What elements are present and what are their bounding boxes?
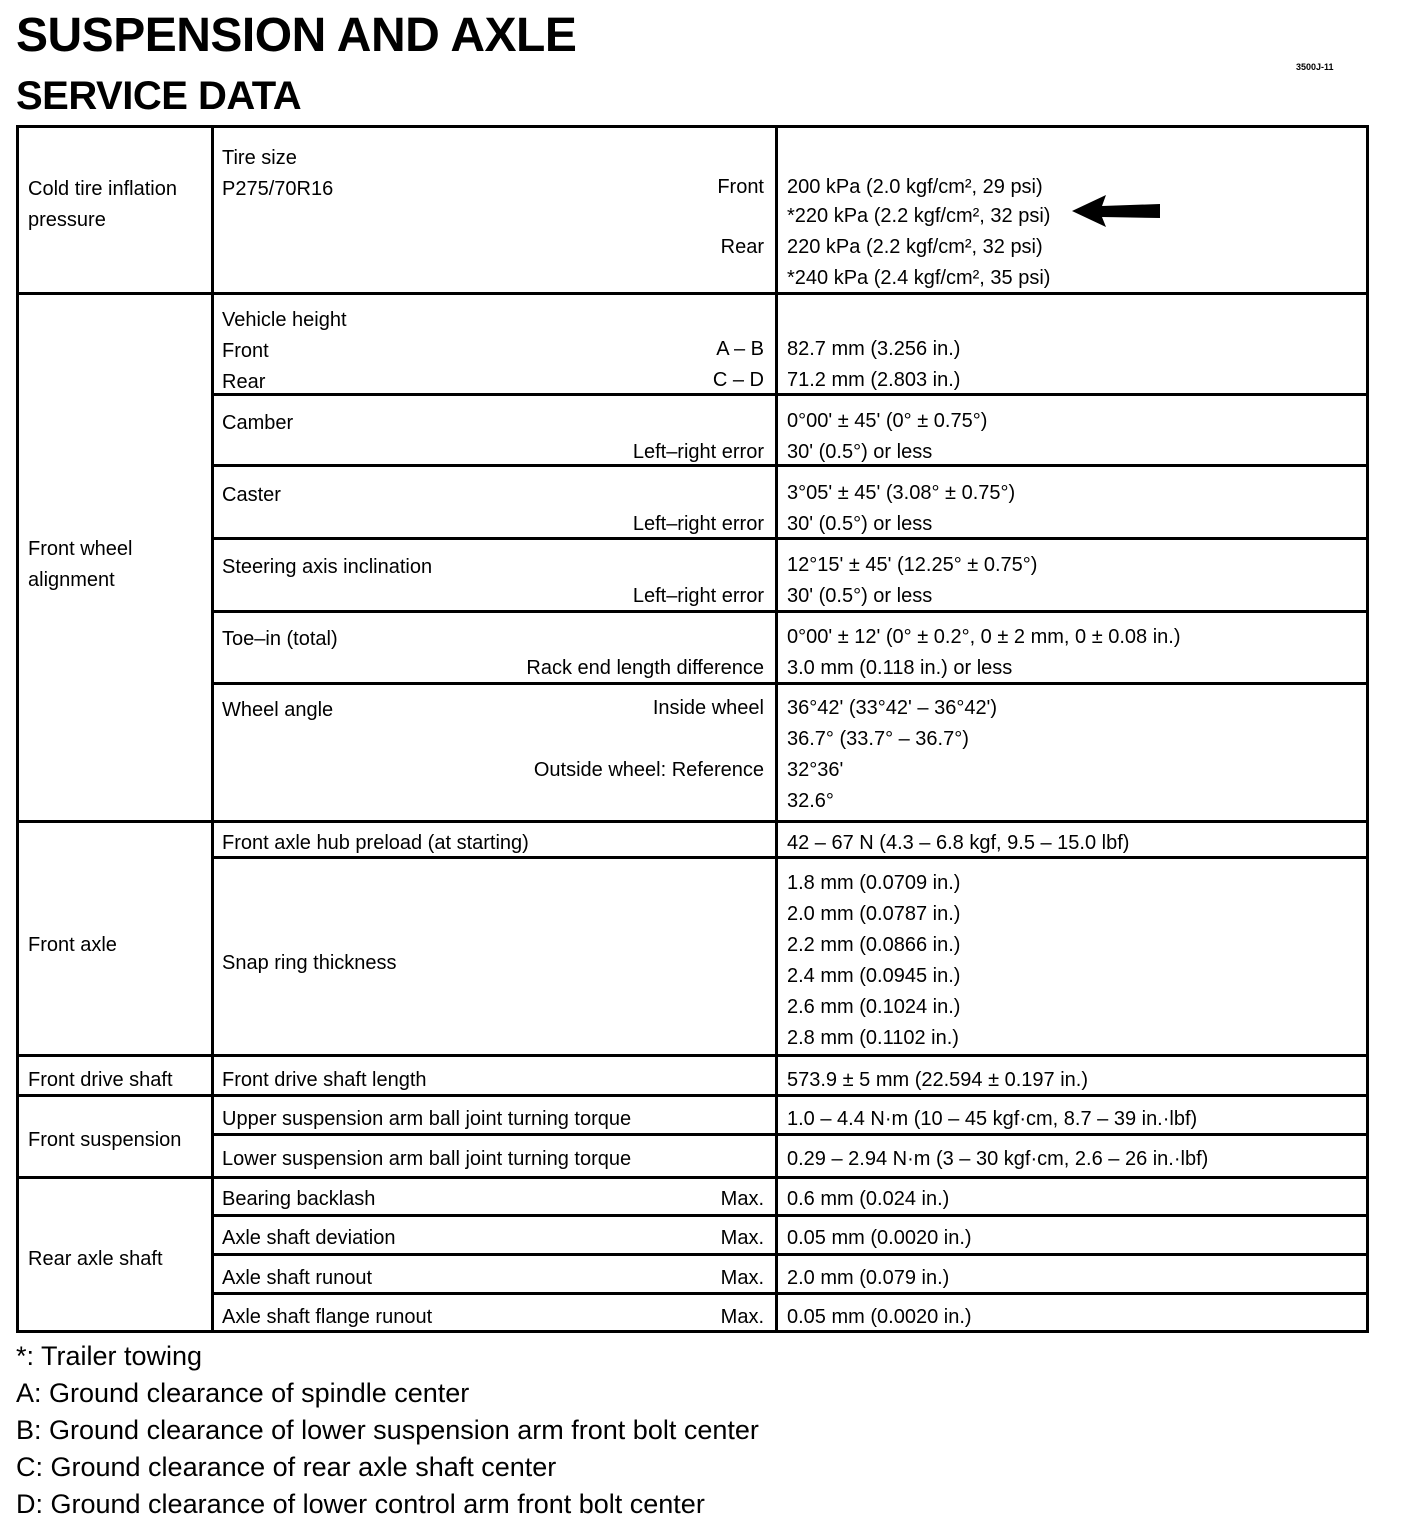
section-label-front-wheel-alignment: Front wheel alignment (28, 538, 133, 591)
flange-runout-value: 0.05 mm (0.0020 in.) (787, 1306, 972, 1328)
upper-arm-torque-value: 1.0 – 4.4 N·m (10 – 45 kgf·cm, 8.7 – 39 in.·lbf) (787, 1108, 1198, 1130)
section-divider (19, 292, 1366, 295)
vehicle-height-front-ref: A – B (716, 338, 764, 360)
caster-error-label: Left–right error (632, 513, 764, 535)
section-label-front-suspension: Front suspension (28, 1129, 182, 1151)
page-code: 3500J-11 (1296, 62, 1334, 72)
snap-ring-value: 2.8 mm (0.1102 in.) (787, 1027, 959, 1049)
outside-wheel-value-deg: 32.6° (787, 790, 834, 812)
upper-arm-torque-label: Upper suspension arm ball joint turning torque (222, 1108, 632, 1130)
lower-arm-torque-label: Lower suspension arm ball joint turning torque (222, 1148, 632, 1170)
section-divider (19, 820, 1366, 823)
footnote-b: B: Ground clearance of lower suspension arm front bolt center (16, 1415, 759, 1445)
snap-ring-value: 2.4 mm (0.0945 in.) (787, 965, 961, 987)
hub-preload-label: Front axle hub preload (at starting) (222, 832, 529, 854)
axle-shaft-deviation-value: 0.05 mm (0.0020 in.) (787, 1227, 972, 1249)
tire-rear-label: Rear (720, 236, 764, 258)
section-label-rear-axle-shaft: Rear axle shaft (28, 1248, 163, 1270)
footnote-trailer: *: Trailer towing (16, 1341, 203, 1371)
footnote-d: D: Ground clearance of lower control arm front bolt center (16, 1489, 705, 1519)
axle-shaft-runout-label: Axle shaft runout (222, 1267, 373, 1289)
wheel-angle-label: Wheel angle (222, 699, 334, 721)
camber-error-label: Left–right error (632, 441, 764, 463)
tire-rear-pressure: 220 kPa (2.2 kgf/cm², 32 psi) (787, 236, 1043, 258)
flange-runout-label: Axle shaft flange runout (222, 1306, 433, 1328)
vehicle-height-rear-ref: C – D (712, 369, 764, 391)
steering-axis-error-value: 30' (0.5°) or less (787, 585, 933, 607)
vehicle-height-front-value: 82.7 mm (3.256 in.) (787, 338, 961, 360)
page-subtitle: SERVICE DATA (16, 74, 302, 118)
drive-shaft-length-label: Front drive shaft length (222, 1069, 427, 1091)
snap-ring-label: Snap ring thickness (222, 952, 397, 974)
footnote-c: C: Ground clearance of rear axle shaft center (16, 1452, 557, 1482)
caster-label: Caster (222, 484, 281, 506)
column-divider (211, 128, 214, 1330)
page-title: SUSPENSION AND AXLE (16, 9, 577, 62)
section-divider (19, 1054, 1366, 1057)
section-divider (19, 1176, 1366, 1179)
bearing-backlash-value: 0.6 mm (0.024 in.) (787, 1188, 950, 1210)
max-label: Max. (720, 1306, 764, 1328)
arrow-left-icon (1072, 193, 1162, 229)
vehicle-height-front-label: Front (222, 340, 269, 362)
lower-arm-torque-value: 0.29 – 2.94 N·m (3 – 30 kgf·cm, 2.6 – 26 in.·lbf) (787, 1148, 1209, 1170)
service-data-table (16, 125, 1369, 1333)
outside-wheel-label: Outside wheel: Reference (533, 759, 764, 781)
toe-in-value: 0°00' ± 12' (0° ± 0.2°, 0 ± 2 mm, 0 ± 0.08 in.) (787, 626, 1181, 648)
axle-shaft-runout-value: 2.0 mm (0.079 in.) (787, 1267, 950, 1289)
section-label-cold-tire: Cold tire inflation pressure (28, 178, 177, 231)
vehicle-height-rear-value: 71.2 mm (2.803 in.) (787, 369, 961, 391)
camber-value: 0°00' ± 45' (0° ± 0.75°) (787, 410, 988, 432)
inside-wheel-value-deg: 36.7° (33.7° – 36.7°) (787, 728, 969, 750)
footnote-a: A: Ground clearance of spindle center (16, 1378, 470, 1408)
column-divider (775, 128, 778, 1330)
snap-ring-value: 2.6 mm (0.1024 in.) (787, 996, 961, 1018)
axle-shaft-deviation-label: Axle shaft deviation (222, 1227, 396, 1249)
inside-wheel-value-dms: 36°42' (33°42' – 36°42') (787, 697, 998, 719)
section-label-front-drive-shaft: Front drive shaft (28, 1069, 173, 1091)
vehicle-height-label: Vehicle height (222, 309, 347, 331)
rack-end-label: Rack end length difference (526, 657, 764, 679)
hub-preload-value: 42 – 67 N (4.3 – 6.8 kgf, 9.5 – 15.0 lbf) (787, 832, 1130, 854)
vehicle-height-rear-label: Rear (222, 371, 266, 393)
max-label: Max. (720, 1188, 764, 1210)
caster-value: 3°05' ± 45' (3.08° ± 0.75°) (787, 482, 1016, 504)
steering-axis-error-label: Left–right error (632, 585, 764, 607)
camber-label: Camber (222, 412, 294, 434)
snap-ring-value: 2.0 mm (0.0787 in.) (787, 903, 961, 925)
max-label: Max. (720, 1267, 764, 1289)
inside-wheel-label: Inside wheel (652, 697, 764, 719)
outside-wheel-value-dms: 32°36' (787, 759, 844, 781)
tire-front-pressure: 200 kPa (2.0 kgf/cm², 29 psi) (787, 176, 1043, 198)
tire-size-label: Tire size (222, 147, 297, 169)
bearing-backlash-label: Bearing backlash (222, 1188, 376, 1210)
tire-rear-pressure-towing: *240 kPa (2.4 kgf/cm², 35 psi) (787, 267, 1051, 289)
steering-axis-label: Steering axis inclination (222, 556, 433, 578)
snap-ring-value: 2.2 mm (0.0866 in.) (787, 934, 961, 956)
snap-ring-value: 1.8 mm (0.0709 in.) (787, 872, 961, 894)
steering-axis-value: 12°15' ± 45' (12.25° ± 0.75°) (787, 554, 1038, 576)
tire-front-pressure-towing: *220 kPa (2.2 kgf/cm², 32 psi) (787, 205, 1051, 227)
max-label: Max. (720, 1227, 764, 1249)
tire-front-label: Front (717, 176, 764, 198)
camber-error-value: 30' (0.5°) or less (787, 441, 933, 463)
toe-in-label: Toe–in (total) (222, 628, 338, 650)
caster-error-value: 30' (0.5°) or less (787, 513, 933, 535)
tire-size: P275/70R16 (222, 178, 334, 200)
section-label-front-axle: Front axle (28, 934, 117, 956)
drive-shaft-length-value: 573.9 ± 5 mm (22.594 ± 0.197 in.) (787, 1069, 1089, 1091)
rack-end-value: 3.0 mm (0.118 in.) or less (787, 657, 1013, 679)
